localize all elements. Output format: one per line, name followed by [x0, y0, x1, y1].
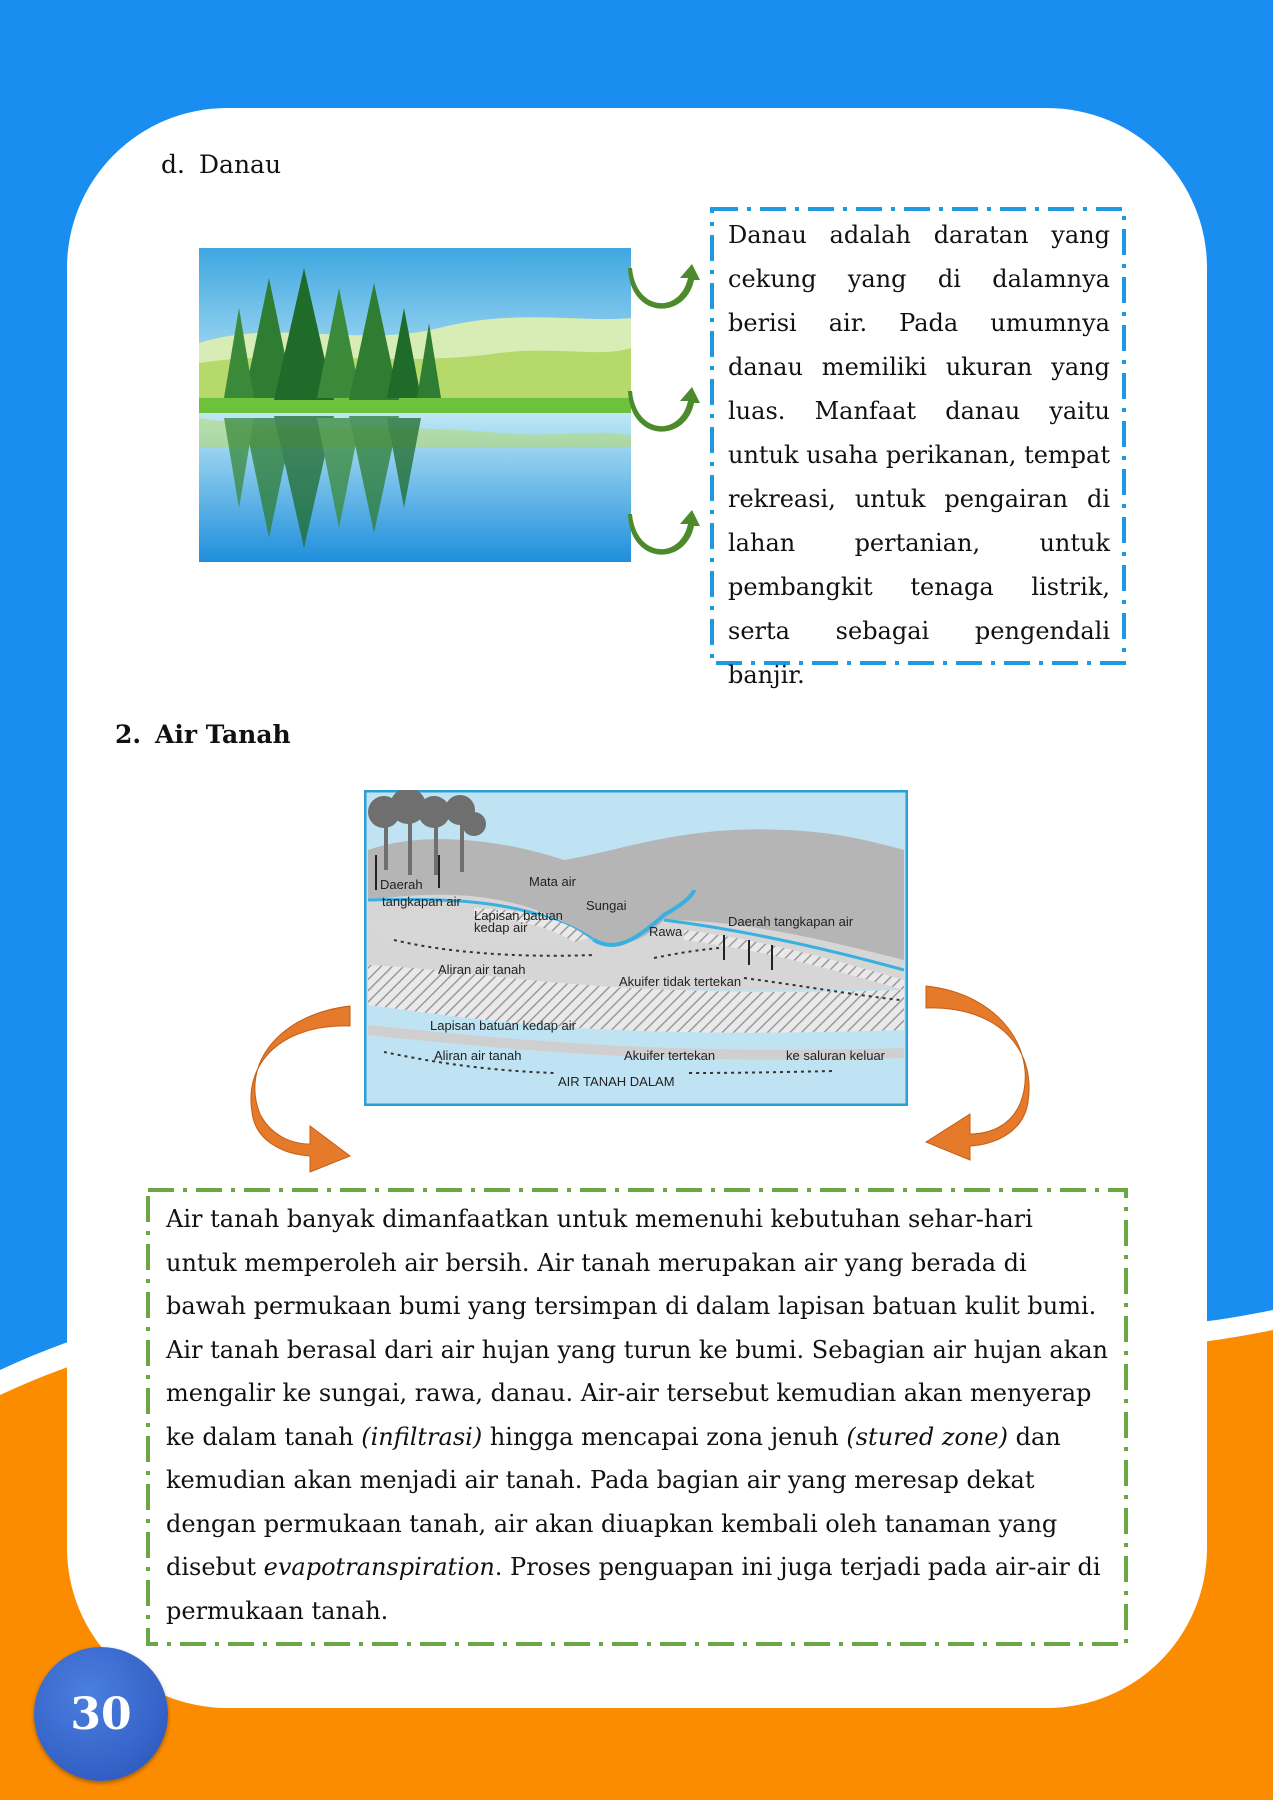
label-aliran-air-tanah-lower: Aliran air tanah: [434, 1048, 522, 1063]
text-part: Air tanah banyak dimanfaatkan untuk memenuhi kebutuhan sehar-hari untuk memperoleh air bersih. Air tanah merupakan air yang berada di bawah permukaan bumi yang tersimpan di dalam lapisan batuan kulit bumi. Air tanah berasal dari air hujan yang turun ke bumi. Sebagian air hujan akan mengalir ke sungai, rawa, danau. Air-air tersebut kemudian akan menyerap ke dalam tanah: [166, 1205, 1108, 1451]
label-lapisan-batuan-kedap-air: Lapisan batuan kedap air: [430, 1018, 577, 1033]
label-daerah-tangkapan-air: Daerah tangkapan air: [728, 914, 854, 929]
label-kedap-air: kedap air: [474, 920, 528, 935]
label-akuifer-tidak-tertekan: Akuifer tidak tertekan: [619, 974, 742, 989]
text-part: . Proses penguapan ini juga terjadi pada air-air di permukaan tanah.: [166, 1553, 1101, 1625]
label-sungai: Sungai: [586, 898, 627, 913]
text-part: hingga mencapai zona jenuh: [482, 1422, 847, 1451]
label-mata-air: Mata air: [529, 874, 576, 889]
section-2-heading: [115, 720, 291, 749]
label-rawa: Rawa: [649, 924, 683, 939]
page-number-badge: 30: [34, 1647, 168, 1781]
section-2-marker: 2.: [115, 720, 142, 749]
groundwater-description-text: [166, 1198, 1108, 1633]
curl-arrow-icon: [628, 262, 700, 314]
label-daerah: Daerah: [380, 877, 423, 892]
text-italic-stured-zone: (stured zone): [846, 1422, 1008, 1451]
label-aliran-air-tanah-upper: Aliran air tanah: [438, 962, 526, 977]
section-d-heading: [161, 150, 281, 179]
text-part: dan kemudian akan menjadi air tanah. Pada bagian air yang meresap dekat dengan permukaan tanah, air akan diuapkan kembali oleh tanaman yang disebut: [166, 1422, 1061, 1581]
label-ke-saluran-keluar: ke saluran keluar: [786, 1048, 885, 1063]
label-lapisan-batuan: Lapisan batuan: [474, 908, 563, 923]
lake-description-box: [710, 207, 1126, 689]
label-air-tanah-dalam: AIR TANAH DALAM: [558, 1074, 675, 1089]
label-akuifer-tertekan: Akuifer tertekan: [624, 1048, 716, 1063]
lake-illustration: [199, 248, 631, 562]
label-tangkapan-air: tangkapan air: [382, 894, 461, 909]
groundwater-diagram: [364, 790, 908, 1106]
groundwater-description-box: [146, 1188, 1128, 1646]
right-curved-arrow-icon: [922, 984, 1032, 1164]
lake-description-text: Danau adalah daratan yang cekung yang di dalamnya berisi air. Pada umumnya danau memiliki ukuran yang luas. Manfaat danau yaitu untuk usaha perikanan, tempat rekreasi, untuk pengairan di lahan pertanian, untuk pembangkit tenaga listrik, serta sebagai pengendali banjir.: [728, 221, 1110, 689]
left-curved-arrow-icon: [250, 1004, 360, 1174]
text-italic-evapotranspiration: evapotranspiration: [263, 1553, 495, 1581]
section-d-title: Danau: [199, 150, 282, 179]
section-d-marker: d.: [161, 150, 185, 179]
section-2-title: Air Tanah: [155, 720, 291, 749]
curl-arrow-icon: [628, 385, 700, 437]
curl-arrow-icon: [628, 508, 700, 560]
text-italic-infiltrasi: (infiltrasi): [361, 1422, 483, 1451]
